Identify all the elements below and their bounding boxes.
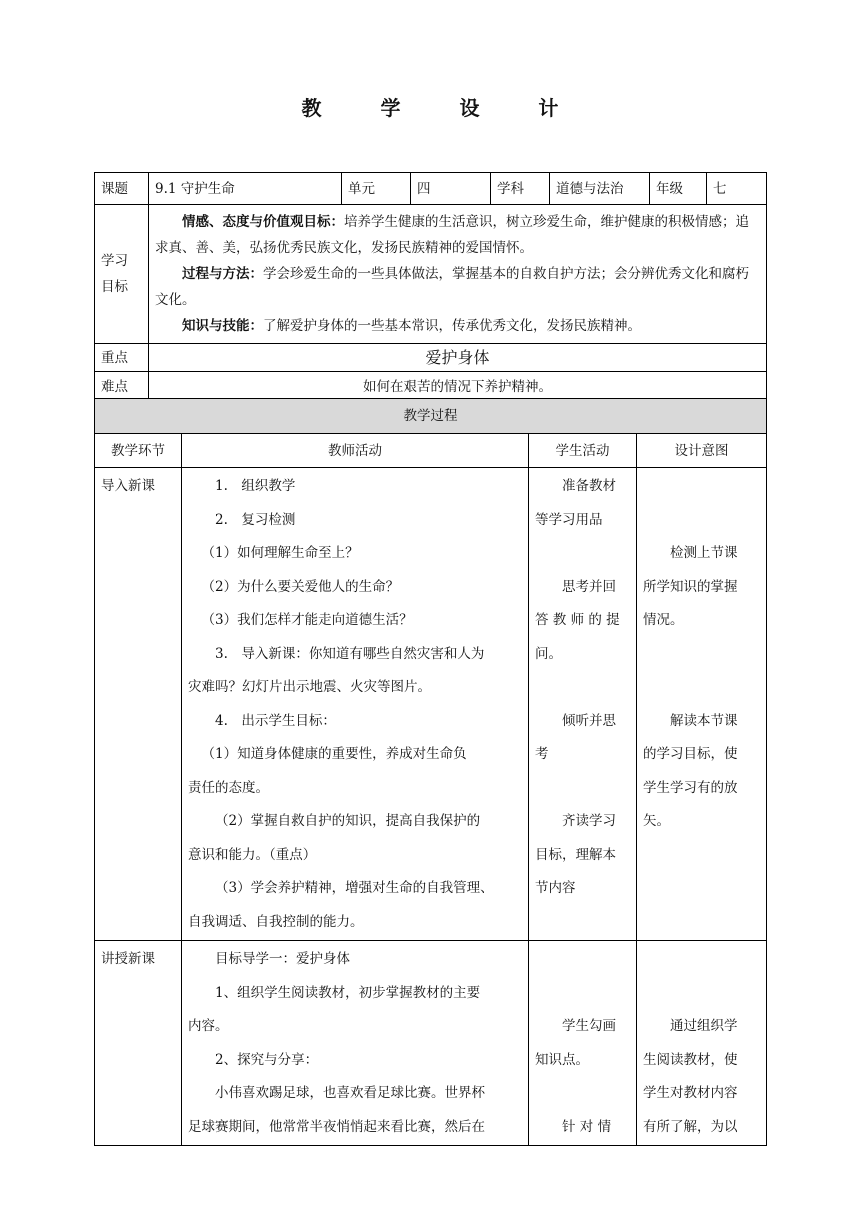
unit-value: 四 <box>411 173 491 205</box>
row-intro-student <box>529 468 637 941</box>
teacher-line: 1、组织学生阅读教材，初步掌握教材的主要 <box>215 984 481 1001</box>
teacher-line: 3. 导入新课：你知道有哪些自然灾害和人为 <box>215 645 485 662</box>
col-intent-header: 设计意图 <box>637 434 767 468</box>
teacher-line: （3）学会养护精神，增强对生命的自我管理、 <box>215 880 494 896</box>
teacher-line: 自我调适、自我控制的能力。 <box>188 913 364 930</box>
teacher-line: 内容。 <box>188 1018 229 1034</box>
intent-line: 所学知识的掌握 <box>643 578 738 595</box>
goal-process-head: 过程与方法： <box>182 266 263 282</box>
goal-process-text: 学会珍爱生命的一些具体做法，掌握基本的自救自护方法；会分辨优秀文化和腐朽文化。 <box>155 266 749 308</box>
stage-lecture: 讲授新课 <box>101 951 155 967</box>
spacer <box>643 504 760 538</box>
row-lecture-stage <box>95 941 182 1146</box>
intent-line: 学生对教材内容 <box>643 1085 738 1101</box>
process-table <box>94 398 767 1146</box>
teacher-line: 目标导学一：爱护身体 <box>215 951 350 967</box>
teacher-line: 灾难吗？幻灯片出示地震、火灾等图片。 <box>188 679 431 695</box>
student-line: 答 教 师 的 提 <box>535 612 620 628</box>
grade-value: 七 <box>707 173 767 205</box>
difficulty-value: 如何在艰苦的情况下养护精神。 <box>149 372 767 402</box>
teacher-line: 2. 复习检测 <box>215 511 296 528</box>
col-stage-header: 教学环节 <box>95 434 182 468</box>
intent-line: 通过组织学 <box>670 1018 738 1034</box>
spacer <box>535 943 630 977</box>
teacher-line: 4. 出示学生目标： <box>215 712 336 729</box>
spacer <box>535 537 630 571</box>
spacer <box>535 772 630 806</box>
student-line: 齐读学习 <box>562 813 616 829</box>
teacher-line: 足球赛期间，他常常半夜悄悄起来看比赛，然后在 <box>188 1118 485 1135</box>
key-label: 重点 <box>95 344 149 372</box>
process-title: 教学过程 <box>95 399 767 434</box>
teacher-line: （1）如何理解生命至上？ <box>201 545 359 561</box>
spacer <box>643 943 760 977</box>
teacher-line: （2）为什么要关爱他人的生命？ <box>201 578 400 595</box>
grade-label: 年级 <box>650 173 707 205</box>
intent-line: 检测上节课 <box>670 545 738 561</box>
intent-line: 学生学习有的放 <box>643 779 738 796</box>
row-lecture-student <box>529 941 637 1146</box>
teacher-line: 小伟喜欢踢足球，也喜欢看足球比赛。世界杯 <box>215 1085 485 1101</box>
spacer <box>643 977 760 1011</box>
intent-line: 解读本节课 <box>670 712 738 729</box>
student-line: 目标，理解本 <box>535 846 616 863</box>
teacher-line: 意识和能力。（重点） <box>188 846 317 863</box>
subject-value: 道德与法治 <box>550 173 650 205</box>
spacer <box>643 638 760 672</box>
student-line: 考 <box>535 746 549 762</box>
unit-label: 单元 <box>342 173 411 205</box>
intent-line: 的学习目标，使 <box>643 746 738 762</box>
student-line: 学生勾画 <box>562 1018 616 1034</box>
goal-knowledge-head: 知识与技能： <box>182 318 263 334</box>
stage-intro: 导入新课 <box>101 478 155 494</box>
teacher-line: 1. 组织教学 <box>215 478 296 494</box>
row-lecture-teacher <box>182 941 529 1146</box>
row-intro-teacher <box>182 468 529 941</box>
teacher-line: （1）知道身体健康的重要性，养成对生命负 <box>201 746 467 762</box>
student-line: 倾听并思 <box>562 712 616 729</box>
col-student-header: 学生活动 <box>529 434 637 468</box>
student-line: 知识点。 <box>535 1051 589 1068</box>
goal-process <box>155 261 760 313</box>
student-line: 问。 <box>535 645 562 662</box>
student-line: 思考并回 <box>562 578 616 595</box>
goals-label-text: 学习目标 <box>101 253 128 295</box>
spacer <box>643 671 760 705</box>
spacer <box>535 1077 630 1111</box>
document-title: 教 学 设 计 <box>301 96 585 120</box>
student-line: 准备教材 <box>562 478 616 494</box>
spacer <box>643 470 760 504</box>
teacher-line: （3）我们怎样才能走向道德生活？ <box>201 612 413 628</box>
row-intro-stage <box>95 468 182 941</box>
spacer <box>535 671 630 705</box>
course-value: 9.1 守护生命 <box>149 173 342 205</box>
goal-knowledge <box>155 313 760 339</box>
col-teacher-header: 教师活动 <box>182 434 529 468</box>
difficulty-label: 难点 <box>95 372 149 402</box>
goal-emotion-text: 培养学生健康的生活意识，树立珍爱生命，维护健康的积极情感；追求真、善、美，弘扬优秀民族文化，发扬民族精神的爱国情怀。 <box>155 214 749 256</box>
key-value: 爱护身体 <box>149 344 767 372</box>
header-table <box>94 172 767 402</box>
goals-label <box>95 205 149 344</box>
student-line: 针 对 情 <box>562 1118 612 1135</box>
subject-label: 学科 <box>491 173 550 205</box>
intent-line: 生阅读教材，使 <box>643 1051 738 1068</box>
goal-emotion <box>155 209 760 261</box>
spacer <box>535 977 630 1011</box>
student-line: 节内容 <box>535 880 576 896</box>
intent-line: 情况。 <box>643 612 684 628</box>
goal-knowledge-text: 了解爱护身体的一些基本常识，传承优秀文化，发扬民族精神。 <box>263 318 641 334</box>
course-label: 课题 <box>95 173 149 205</box>
teacher-line: 责任的态度。 <box>188 779 269 796</box>
student-line: 等学习用品 <box>535 511 603 528</box>
teacher-line: （2）掌握自救自护的知识，提高自我保护的 <box>215 813 481 829</box>
goal-emotion-head: 情感、态度与价值观目标： <box>182 214 344 230</box>
goals-content <box>149 205 767 344</box>
intent-line: 有所了解，为以 <box>643 1118 738 1135</box>
row-lecture-intent <box>637 941 767 1146</box>
intent-line: 矢。 <box>643 813 670 829</box>
teacher-line: 2、探究与分享： <box>215 1051 319 1068</box>
row-intro-intent <box>637 468 767 941</box>
